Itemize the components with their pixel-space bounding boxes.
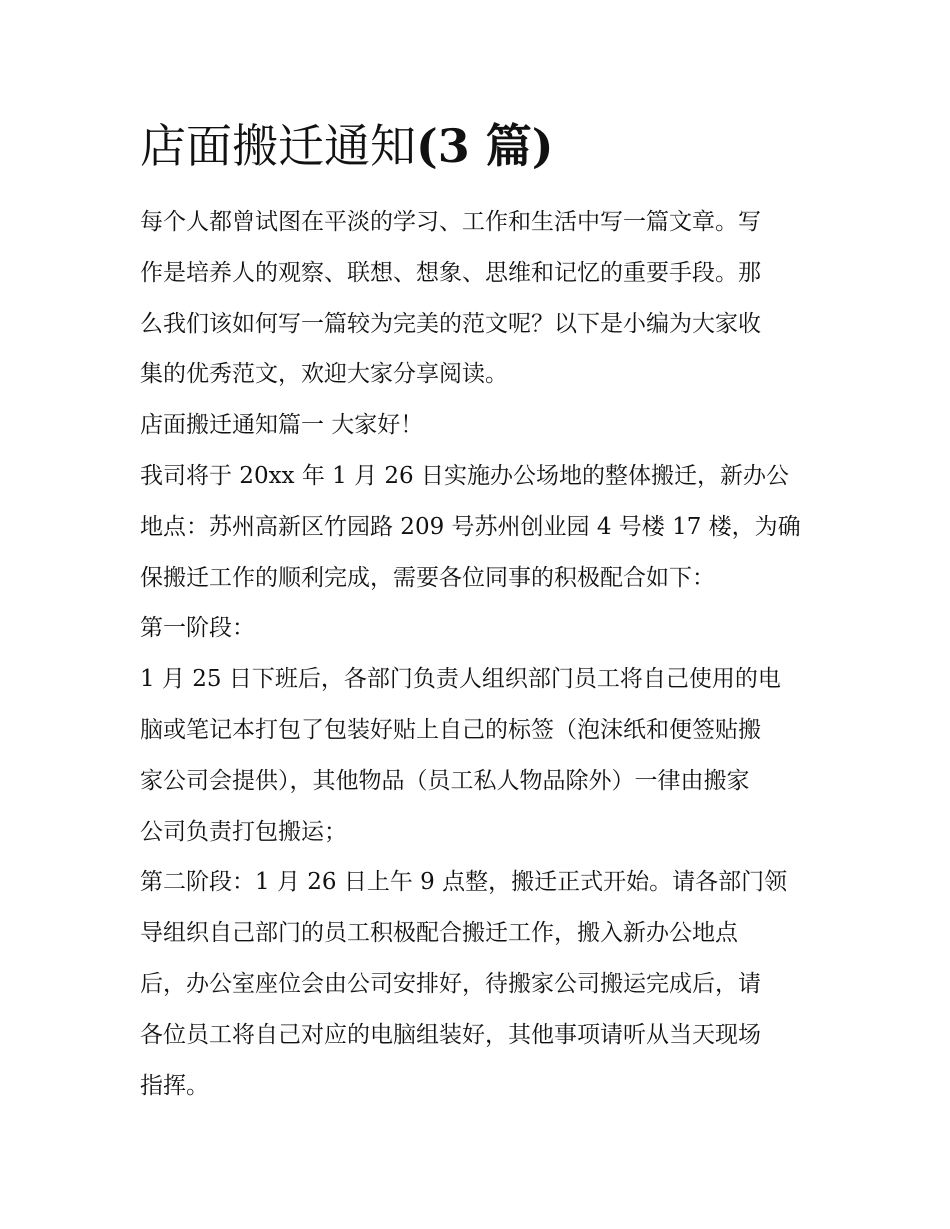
text-line: 保搬迁工作的顺利完成，需要各位同事的积极配合如下： — [140, 564, 715, 591]
section-heading-line: 店面搬迁通知篇一 大家好！ — [140, 412, 424, 439]
text-line: 公司负责打包搬运； — [140, 818, 347, 845]
title-count: (3 篇) — [416, 119, 554, 173]
text-line: 1 月 25 日下班后，各部门负责人组织部门员工将自己使用的电 — [140, 666, 781, 693]
title-text: 店面搬迁通知 — [140, 119, 416, 173]
text-line: 后，办公室座位会由公司安排好，待搬家公司搬运完成后，请 — [140, 970, 761, 997]
text-line: 作是培养人的观察、联想、想象、思维和记忆的重要手段。那 — [140, 259, 761, 286]
text-line: 脑或笔记本打包了包装好贴上自己的标签（泡沫纸和便签贴搬 — [140, 716, 761, 743]
text-line: 第二阶段：1 月 26 日上午 9 点整，搬迁正式开始。请各部门领 — [140, 869, 788, 896]
text-line: 集的优秀范文，欢迎大家分享阅读。 — [140, 361, 508, 388]
text-line: 每个人都曾试图在平淡的学习、工作和生活中写一篇文章。写 — [140, 209, 761, 235]
text-line: 么我们该如何写一篇较为完美的范文呢？以下是小编为大家收 — [140, 310, 761, 337]
document-title — [140, 116, 554, 176]
text-line: 导组织自己部门的员工积极配合搬迁工作，搬入新办公地点 — [140, 920, 738, 947]
text-line: 家公司会提供），其他物品（员工私人物品除外）一律由搬家 — [140, 767, 750, 794]
text-line: 地点：苏州高新区竹园路 209 号苏州创业园 4 号楼 17 楼，为确 — [140, 513, 801, 540]
text-line: 指挥。 — [140, 1072, 209, 1099]
text-line: 我司将于 20xx 年 1 月 26 日实施办公场地的整体搬迁，新办公 — [140, 462, 789, 489]
document-body — [140, 197, 820, 1111]
stage-heading-line: 第一阶段： — [140, 615, 255, 642]
text-line: 各位员工将自己对应的电脑组装好，其他事项请听从当天现场 — [140, 1021, 761, 1048]
